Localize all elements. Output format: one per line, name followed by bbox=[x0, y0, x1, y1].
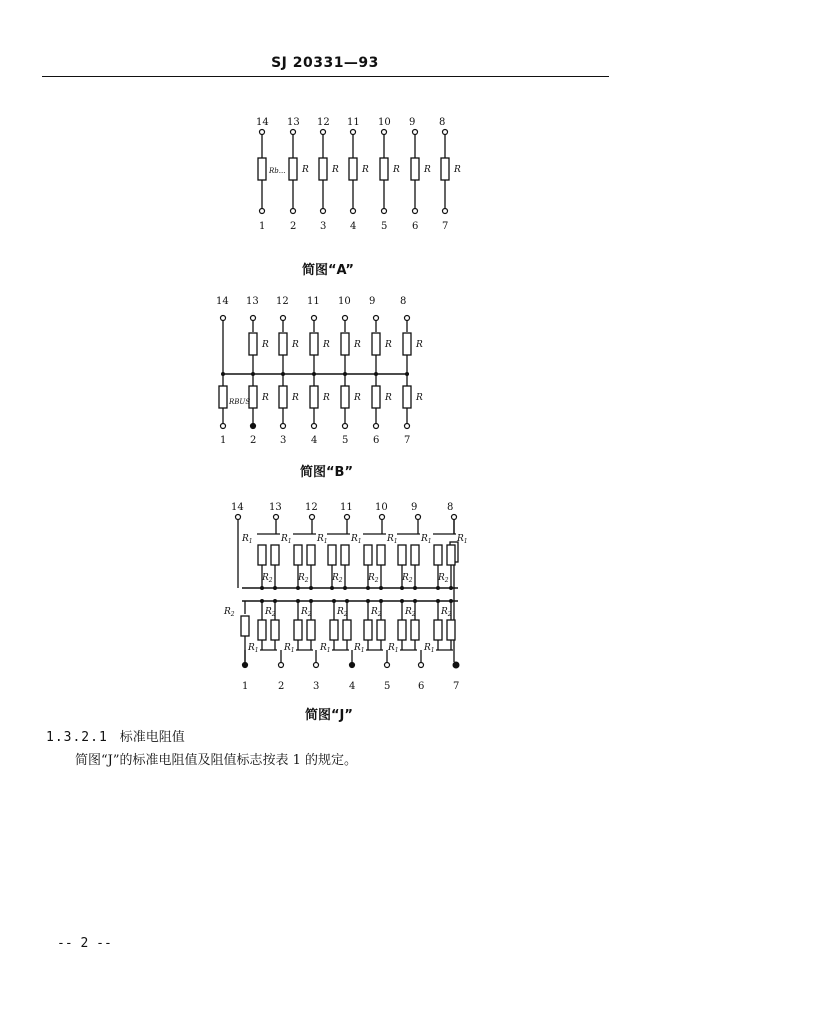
terminal-top bbox=[221, 316, 226, 321]
pin-number-bottom: 7 bbox=[404, 435, 411, 446]
pin-number-top: 10 bbox=[375, 502, 388, 513]
resistor-label: $R_1$ bbox=[284, 643, 295, 654]
resistor-r2 bbox=[341, 545, 349, 565]
terminal-bottom bbox=[314, 663, 319, 668]
resistor-r1 bbox=[364, 620, 372, 640]
junction-dot bbox=[413, 586, 417, 590]
junction-dot bbox=[260, 599, 264, 603]
pin-number-top: 11 bbox=[347, 117, 360, 128]
terminal-bottom bbox=[291, 209, 296, 214]
terminal-top bbox=[413, 130, 418, 135]
junction-dot bbox=[449, 586, 453, 590]
resistor-label: R bbox=[354, 340, 361, 350]
resistor-label: R bbox=[385, 340, 392, 350]
resistor-label: R bbox=[354, 393, 361, 403]
pin-number-bottom: 1 bbox=[242, 681, 249, 692]
terminal-bottom bbox=[443, 209, 448, 214]
resistor-label: $R_1$ bbox=[457, 534, 468, 545]
pin-number-top: 12 bbox=[305, 502, 318, 513]
resistor-lower bbox=[279, 386, 287, 408]
resistor-r2 bbox=[411, 545, 419, 565]
resistor-label: R bbox=[416, 393, 423, 403]
caption-b: 简图“B” bbox=[300, 465, 353, 480]
junction-dot bbox=[366, 599, 370, 603]
junction-dot bbox=[436, 599, 440, 603]
resistor-label: R bbox=[332, 165, 339, 175]
junction-dot bbox=[400, 599, 404, 603]
resistor-label: R bbox=[262, 340, 269, 350]
resistor-label: R bbox=[323, 340, 330, 350]
resistor-r2 bbox=[241, 616, 249, 636]
document-code-header: SJ 20331—93 bbox=[271, 55, 379, 71]
resistor-label: R bbox=[362, 165, 369, 175]
resistor-label: $R_1$ bbox=[248, 643, 259, 654]
pin-number-top: 10 bbox=[338, 296, 351, 307]
resistor-label: $R_1$ bbox=[387, 534, 398, 545]
pin-number-top: 13 bbox=[246, 296, 259, 307]
resistor-r1 bbox=[434, 545, 442, 565]
junction-dot bbox=[330, 586, 334, 590]
terminal-bottom bbox=[413, 209, 418, 214]
resistor-lower bbox=[310, 386, 318, 408]
resistor-r2 bbox=[271, 620, 279, 640]
pin-number-top: 9 bbox=[411, 502, 418, 513]
terminal-bottom bbox=[351, 209, 356, 214]
junction-dot bbox=[413, 599, 417, 603]
resistor-lower bbox=[341, 386, 349, 408]
resistor-r1 bbox=[398, 545, 406, 565]
resistor-label: R bbox=[323, 393, 330, 403]
resistor-label: R bbox=[292, 393, 299, 403]
terminal-bottom bbox=[260, 209, 265, 214]
page-number: -- 2 -- bbox=[57, 936, 112, 951]
terminal-top bbox=[374, 316, 379, 321]
terminal-top bbox=[281, 316, 286, 321]
resistor-r2 bbox=[343, 620, 351, 640]
terminal-top bbox=[291, 130, 296, 135]
resistor bbox=[349, 158, 357, 180]
terminal-bottom bbox=[243, 663, 248, 668]
terminal-bottom bbox=[385, 663, 390, 668]
terminal-bottom bbox=[350, 663, 355, 668]
terminal-bottom bbox=[419, 663, 424, 668]
junction-dot bbox=[366, 586, 370, 590]
body-paragraph: 简图“J”的标准电阻值及阻值标志按表 1 的规定。 bbox=[75, 753, 358, 768]
terminal-top bbox=[236, 515, 241, 520]
terminal-bottom bbox=[382, 209, 387, 214]
pin-number-bottom: 5 bbox=[342, 435, 349, 446]
terminal-bottom bbox=[453, 662, 459, 668]
terminal-bottom bbox=[279, 663, 284, 668]
pin-number-bottom: 3 bbox=[280, 435, 287, 446]
resistor-label: $R_2$ bbox=[262, 573, 273, 584]
resistor-label: $R_1$ bbox=[351, 534, 362, 545]
pin-number-bottom: 4 bbox=[349, 681, 356, 692]
terminal-top bbox=[452, 515, 457, 520]
resistor-label: $R_2$ bbox=[438, 573, 449, 584]
section-number: 1.3.2.1 bbox=[46, 730, 108, 745]
resistor-label: R bbox=[454, 165, 461, 175]
pin-number-top: 8 bbox=[447, 502, 454, 513]
resistor-label: R bbox=[393, 165, 400, 175]
terminal-bottom bbox=[251, 424, 256, 429]
terminal-bottom bbox=[374, 424, 379, 429]
resistor-r2 bbox=[447, 545, 455, 565]
caption-a: 简图“A” bbox=[302, 263, 354, 278]
caption-j: 简图“J” bbox=[305, 708, 353, 723]
junction-dot bbox=[379, 586, 383, 590]
resistor-label: $R_1$ bbox=[242, 534, 253, 545]
pin-number-top: 11 bbox=[340, 502, 353, 513]
resistor-label: $R_2$ bbox=[441, 607, 452, 618]
pin-number-bottom: 7 bbox=[453, 681, 460, 692]
resistor-upper bbox=[341, 333, 349, 355]
pin-number-bottom: 6 bbox=[418, 681, 425, 692]
resistor-r1 bbox=[364, 545, 372, 565]
terminal-top bbox=[416, 515, 421, 520]
pin-number-bottom: 1 bbox=[259, 221, 266, 232]
terminal-top bbox=[443, 130, 448, 135]
terminal-top bbox=[343, 316, 348, 321]
junction-dot bbox=[309, 586, 313, 590]
terminal-top bbox=[274, 515, 279, 520]
terminal-top bbox=[380, 515, 385, 520]
terminal-top bbox=[251, 316, 256, 321]
resistor-upper bbox=[310, 333, 318, 355]
section-title: 标准电阻值 bbox=[119, 730, 185, 745]
resistor-label: $R_2$ bbox=[224, 607, 235, 618]
resistor-label: R bbox=[416, 340, 423, 350]
resistor-label: $R_1$ bbox=[421, 534, 432, 545]
pin-number-top: 14 bbox=[256, 117, 269, 128]
resistor-r2 bbox=[307, 620, 315, 640]
resistor-label: Rb... bbox=[269, 167, 286, 175]
pin-number-top: 8 bbox=[400, 296, 407, 307]
resistor-label: $R_2$ bbox=[298, 573, 309, 584]
resistor-r2 bbox=[307, 545, 315, 565]
resistor-upper bbox=[279, 333, 287, 355]
pin-number-bottom: 2 bbox=[278, 681, 285, 692]
resistor-label: $R_2$ bbox=[368, 573, 379, 584]
resistor-r1 bbox=[330, 620, 338, 640]
pin-number-bottom: 6 bbox=[373, 435, 380, 446]
resistor-r1 bbox=[258, 620, 266, 640]
resistor-label: R bbox=[262, 393, 269, 403]
resistor-r1 bbox=[294, 620, 302, 640]
resistor-upper bbox=[403, 333, 411, 355]
pin-number-bottom: 2 bbox=[290, 221, 297, 232]
junction-dot bbox=[449, 599, 453, 603]
pin-number-top: 12 bbox=[317, 117, 330, 128]
pin-number-top: 13 bbox=[287, 117, 300, 128]
terminal-bottom bbox=[343, 424, 348, 429]
junction-dot bbox=[296, 586, 300, 590]
resistor bbox=[441, 158, 449, 180]
terminal-top bbox=[310, 515, 315, 520]
pin-number-bottom: 1 bbox=[220, 435, 227, 446]
junction-dot bbox=[273, 599, 277, 603]
resistor-r2 bbox=[377, 545, 385, 565]
resistor-r2 bbox=[271, 545, 279, 565]
terminal-top bbox=[312, 316, 317, 321]
header-rule bbox=[42, 76, 609, 77]
resistor bbox=[289, 158, 297, 180]
pin-number-top: 14 bbox=[216, 296, 229, 307]
terminal-top bbox=[260, 130, 265, 135]
resistor-r1 bbox=[398, 620, 406, 640]
junction-dot bbox=[332, 599, 336, 603]
junction-dot bbox=[436, 586, 440, 590]
pin-number-bottom: 4 bbox=[311, 435, 318, 446]
resistor-label: R bbox=[292, 340, 299, 350]
resistor-label: $R_1$ bbox=[320, 643, 331, 654]
resistor-lower bbox=[219, 386, 227, 408]
resistor-label: $R_1$ bbox=[388, 643, 399, 654]
pin-number-top: 11 bbox=[307, 296, 320, 307]
terminal-top bbox=[321, 130, 326, 135]
pin-number-top: 9 bbox=[409, 117, 416, 128]
resistor-r2 bbox=[447, 620, 455, 640]
junction-dot bbox=[345, 599, 349, 603]
terminal-bottom bbox=[405, 424, 410, 429]
resistor-label: $R_2$ bbox=[405, 607, 416, 618]
terminal-top bbox=[382, 130, 387, 135]
resistor-r1 bbox=[434, 620, 442, 640]
terminal-top bbox=[405, 316, 410, 321]
resistor-label: R bbox=[385, 393, 392, 403]
terminal-bottom bbox=[321, 209, 326, 214]
resistor-label: R bbox=[302, 165, 309, 175]
junction-dot bbox=[309, 599, 313, 603]
resistor bbox=[380, 158, 388, 180]
resistor-label: $R_1$ bbox=[424, 643, 435, 654]
resistor-r1 bbox=[258, 545, 266, 565]
pin-number-top: 10 bbox=[378, 117, 391, 128]
resistor-upper bbox=[372, 333, 380, 355]
resistor-lower bbox=[403, 386, 411, 408]
terminal-top bbox=[345, 515, 350, 520]
pin-number-bottom: 6 bbox=[412, 221, 419, 232]
resistor-label: $R_1$ bbox=[354, 643, 365, 654]
pin-number-top: 9 bbox=[369, 296, 376, 307]
terminal-bottom bbox=[312, 424, 317, 429]
resistor-r1 bbox=[294, 545, 302, 565]
pin-number-bottom: 7 bbox=[442, 221, 449, 232]
pin-number-bottom: 5 bbox=[381, 221, 388, 232]
terminal-bottom bbox=[221, 424, 226, 429]
junction-dot bbox=[343, 586, 347, 590]
resistor-label: $R_2$ bbox=[301, 607, 312, 618]
resistor-r2 bbox=[377, 620, 385, 640]
pin-number-bottom: 2 bbox=[250, 435, 257, 446]
junction-dot bbox=[260, 586, 264, 590]
resistor-label: $R_2$ bbox=[371, 607, 382, 618]
terminal-top bbox=[351, 130, 356, 135]
junction-dot bbox=[379, 599, 383, 603]
resistor bbox=[319, 158, 327, 180]
junction-dot bbox=[400, 586, 404, 590]
resistor-lower bbox=[249, 386, 257, 408]
schematic-b bbox=[0, 292, 815, 462]
resistor-label: R bbox=[424, 165, 431, 175]
resistor-r1 bbox=[328, 545, 336, 565]
terminal-bottom bbox=[281, 424, 286, 429]
resistor-label: $R_2$ bbox=[265, 607, 276, 618]
pin-number-top: 12 bbox=[276, 296, 289, 307]
pin-number-top: 13 bbox=[269, 502, 282, 513]
section-heading bbox=[46, 726, 185, 745]
resistor-lower bbox=[372, 386, 380, 408]
resistor-label: $R_1$ bbox=[317, 534, 328, 545]
pin-number-bottom: 5 bbox=[384, 681, 391, 692]
schematic-j bbox=[0, 490, 815, 700]
pin-number-top: 14 bbox=[231, 502, 244, 513]
pin-number-bottom: 4 bbox=[350, 221, 357, 232]
resistor-label: $R_2$ bbox=[337, 607, 348, 618]
resistor-label: $R_2$ bbox=[402, 573, 413, 584]
junction-dot bbox=[296, 599, 300, 603]
resistor bbox=[258, 158, 266, 180]
pin-number-bottom: 3 bbox=[313, 681, 320, 692]
junction-dot bbox=[221, 372, 225, 376]
resistor bbox=[411, 158, 419, 180]
resistor-label: $R_1$ bbox=[281, 534, 292, 545]
pin-number-top: 8 bbox=[439, 117, 446, 128]
resistor-r2 bbox=[411, 620, 419, 640]
resistor-label: $R_2$ bbox=[332, 573, 343, 584]
pin-number-bottom: 3 bbox=[320, 221, 327, 232]
resistor-upper bbox=[249, 333, 257, 355]
junction-dot bbox=[273, 586, 277, 590]
resistor-label: RBUS bbox=[229, 398, 251, 406]
